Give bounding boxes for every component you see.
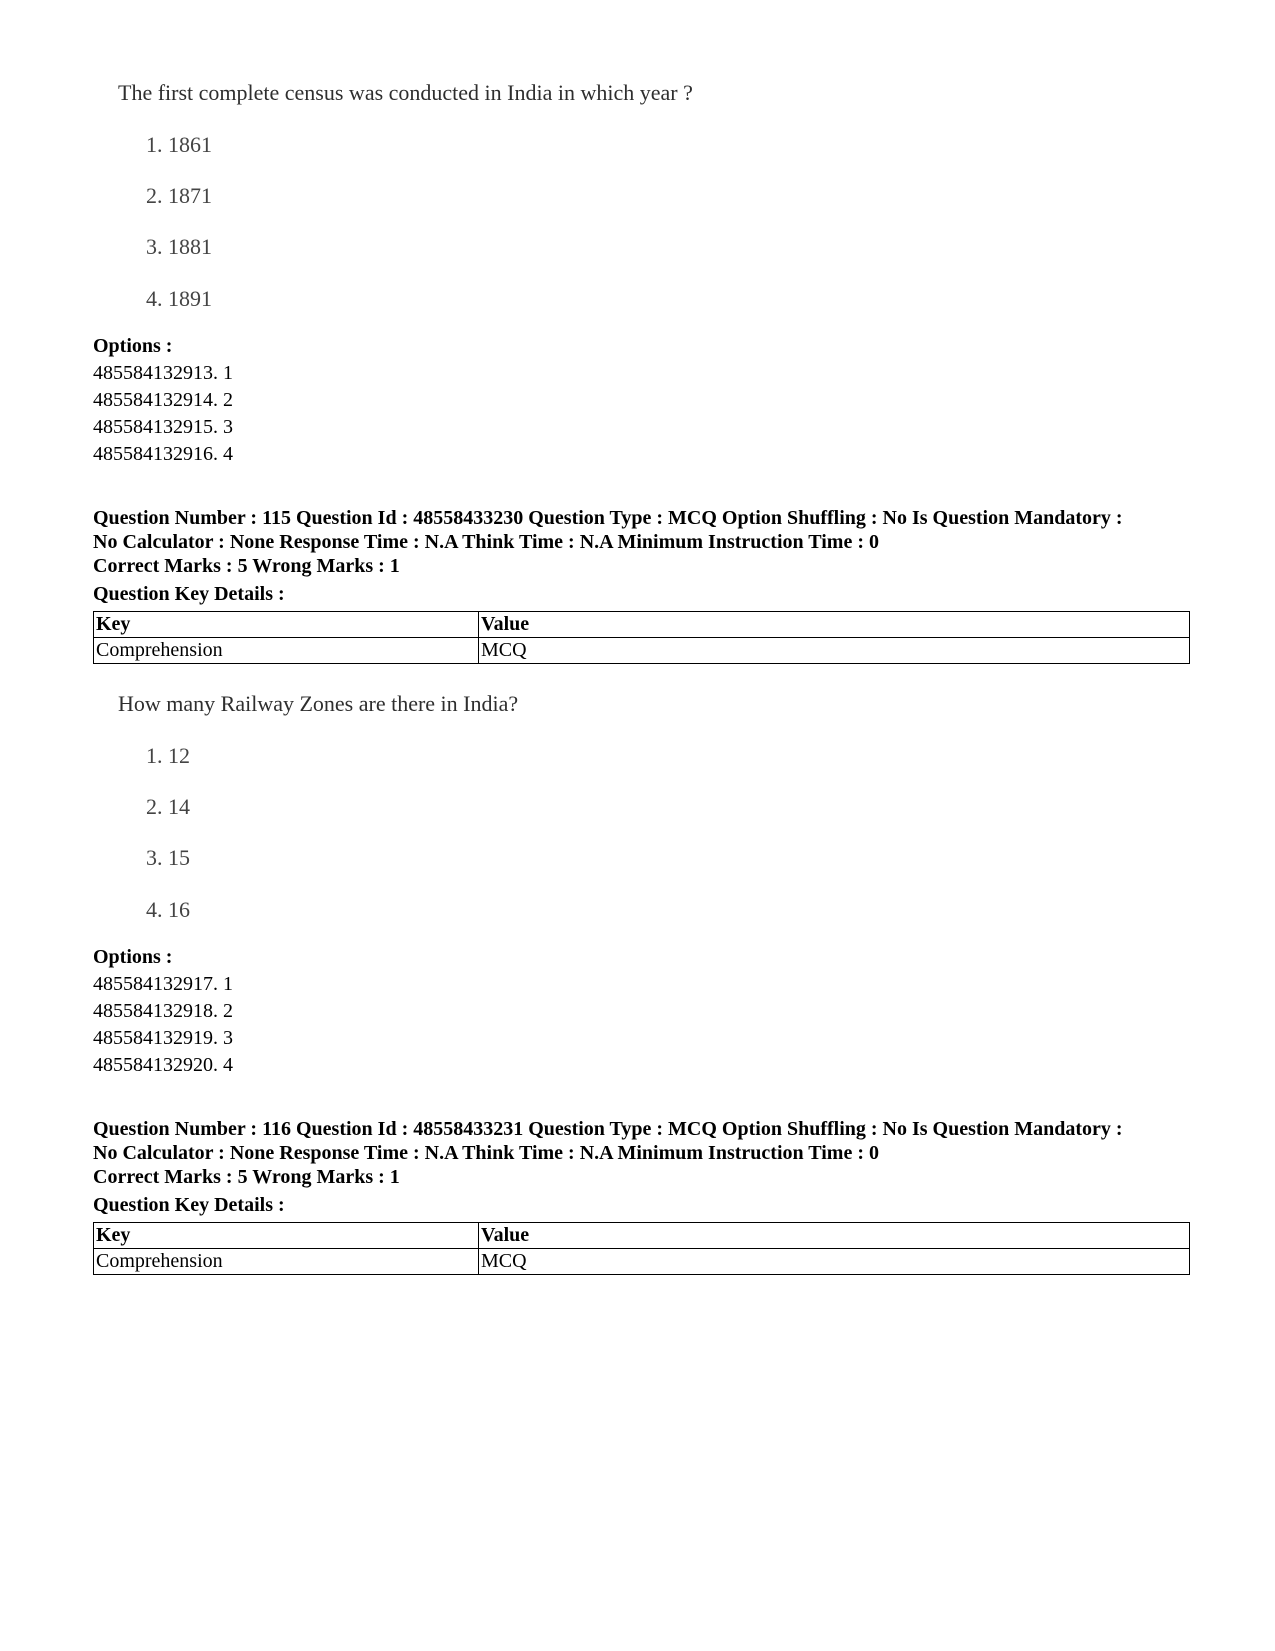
option-id-line: 485584132919. 3 [93, 1027, 233, 1049]
header-value: Value [479, 1223, 1190, 1249]
meta-line-2: No Calculator : None Response Time : N.A Think Time : N.A Minimum Instruction Time : 0 [93, 531, 879, 553]
option-id-line: 485584132920. 4 [93, 1054, 233, 1076]
table-row [94, 1249, 1190, 1275]
question-115-meta [93, 506, 1203, 554]
key-details-table [93, 611, 1190, 664]
option-id-line: 485584132913. 1 [93, 362, 233, 384]
choice-2: 2. 14 [146, 794, 190, 819]
choice-4: 4. 16 [146, 897, 190, 922]
option-id-line: 485584132915. 3 [93, 416, 233, 438]
key-details-table [93, 1222, 1190, 1275]
options-label: Options : [93, 335, 173, 357]
meta-line-1: Question Number : 116 Question Id : 48558433231 Question Type : MCQ Option Shuffling : No Is Question Mandatory : [93, 1118, 1123, 1140]
meta-line-1: Question Number : 115 Question Id : 48558433230 Question Type : MCQ Option Shuffling : No Is Question Mandatory : [93, 507, 1123, 529]
header-key: Key [94, 1223, 479, 1249]
option-id-line: 485584132916. 4 [93, 443, 233, 465]
choice-1: 1. 12 [146, 743, 190, 768]
options-label: Options : [93, 946, 173, 968]
option-id-line: 485584132917. 1 [93, 973, 233, 995]
meta-line-2: No Calculator : None Response Time : N.A Think Time : N.A Minimum Instruction Time : 0 [93, 1142, 879, 1164]
key-details-label: Question Key Details : [93, 583, 285, 605]
header-value: Value [479, 612, 1190, 638]
choice-3: 3. 15 [146, 845, 190, 870]
table-header-row [94, 612, 1190, 638]
key-details-label: Question Key Details : [93, 1194, 285, 1216]
cell-key: Comprehension [94, 638, 479, 664]
cell-key: Comprehension [94, 1249, 479, 1275]
cell-value: MCQ [479, 1249, 1190, 1275]
question-text: How many Railway Zones are there in India? [118, 691, 519, 716]
option-id-line: 485584132914. 2 [93, 389, 233, 411]
question-116-meta [93, 1117, 1203, 1165]
choice-4: 4. 1891 [146, 286, 212, 311]
marks-line: Correct Marks : 5 Wrong Marks : 1 [93, 555, 400, 577]
choice-2: 2. 1871 [146, 183, 212, 208]
cell-value: MCQ [479, 638, 1190, 664]
table-row [94, 638, 1190, 664]
table-header-row [94, 1223, 1190, 1249]
option-id-line: 485584132918. 2 [93, 1000, 233, 1022]
question-text: The first complete census was conducted in India in which year ? [118, 80, 693, 105]
header-key: Key [94, 612, 479, 638]
choice-1: 1. 1861 [146, 132, 212, 157]
marks-line: Correct Marks : 5 Wrong Marks : 1 [93, 1166, 400, 1188]
choice-3: 3. 1881 [146, 234, 212, 259]
